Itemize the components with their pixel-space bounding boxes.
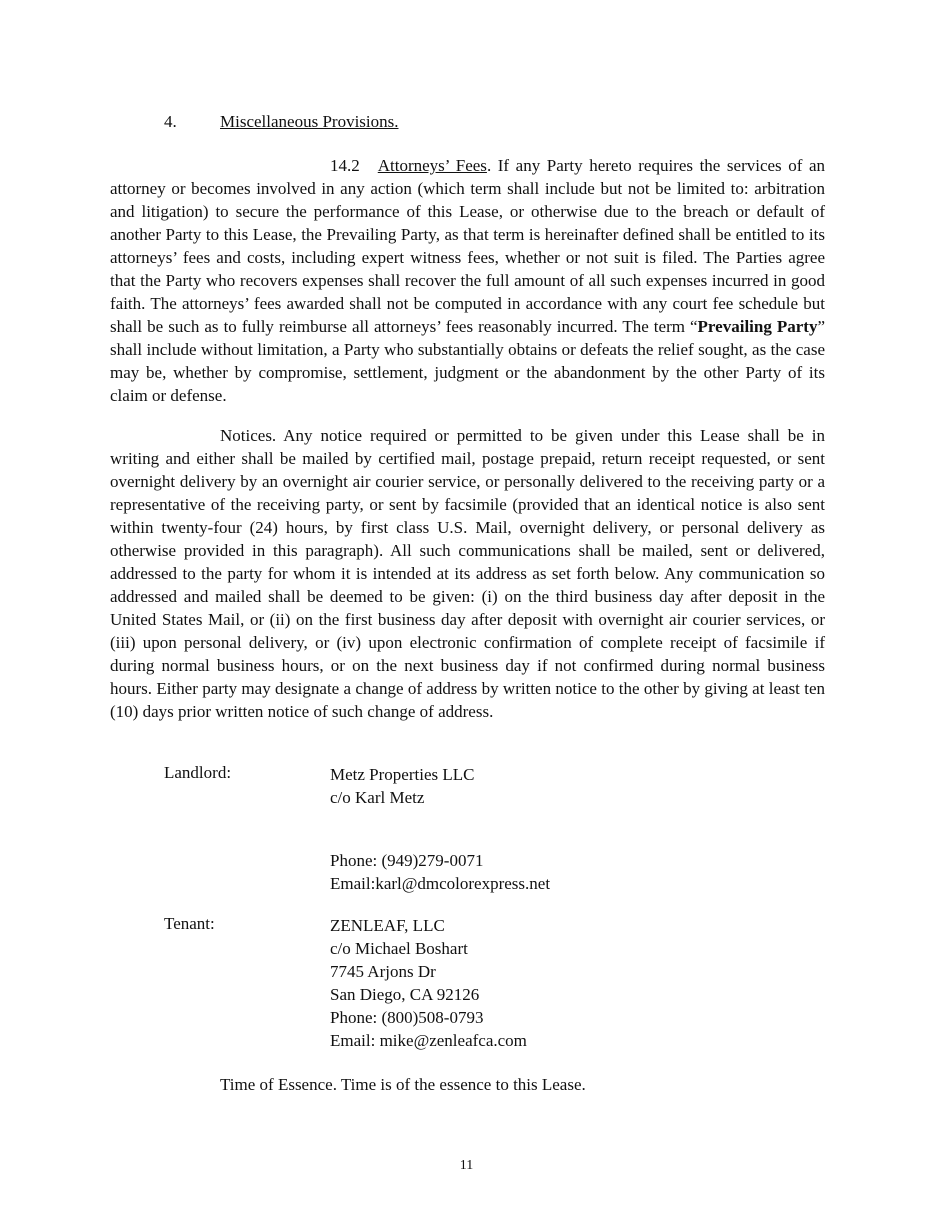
landlord-contact-block (330, 849, 550, 895)
subsection-number: 14.2 (330, 156, 360, 175)
prevailing-party-term: Prevailing Party (697, 317, 818, 336)
section-number: 4. (164, 112, 177, 131)
landlord-email: Email:karl@dmcolorexpress.net (330, 874, 551, 893)
landlord-label: Landlord: (164, 763, 232, 782)
page-number: 11 (459, 1158, 474, 1173)
section-title: Miscellaneous Provisions. (220, 112, 399, 131)
tenant-email: Email: mike@zenleafca.com (330, 1031, 527, 1050)
landlord-phone: Phone: (949)279-0071 (330, 851, 484, 870)
time-of-essence-clause: Time of Essence. Time is of the essence to this Lease. (220, 1075, 586, 1094)
section-heading (164, 112, 399, 132)
landlord-attention: c/o Karl Metz (330, 788, 425, 807)
landlord-name: Metz Properties LLC (330, 765, 475, 784)
tenant-street: 7745 Arjons Dr (330, 962, 436, 981)
landlord-address-block (330, 763, 474, 809)
subsection-title: Attorneys’ Fees (377, 156, 487, 175)
attorneys-fees-paragraph (110, 154, 825, 407)
attorneys-fees-text-b: ” shall include without limitation, a Party who substantially obtains or defeats the relief sought, as the case may be, whether by compromise, settlement, judgment or the abandonment by the other Party of its claim or defense. (110, 317, 826, 405)
tenant-phone: Phone: (800)508-0793 (330, 1008, 484, 1027)
tenant-attention: c/o Michael Boshart (330, 939, 468, 958)
tenant-city: San Diego, CA 92126 (330, 985, 480, 1004)
tenant-address-block (330, 914, 527, 1052)
attorneys-fees-text-a: . If any Party hereto requires the services of an attorney or becomes involved in any action (which term shall include but not be limited to: arbitration and litigation) to secure the performance of this Lease, or otherwise due to the breach or default of another Party to this Lease, the Prevailing Party, as that term is hereinafter defined shall be entitled to its attorneys’ fees and costs, including expert witness fees, whether or not suit is filed. The Parties agree that the Party who recovers expenses shall recover the full amount of all such expenses incurred in good faith. The attorneys’ fees awarded shall not be computed in accordance with any court fee schedule but shall be such as to fully reimburse all attorneys’ fees reasonably incurred. The term “ (110, 156, 825, 336)
tenant-name: ZENLEAF, LLC (330, 916, 445, 935)
tenant-label: Tenant: (164, 914, 215, 933)
notices-paragraph: Notices. Any notice required or permitted to be given under this Lease shall be in writing and either shall be mailed by certified mail, postage prepaid, return receipt requested, or sent overnight delivery by an overnight air courier service, or personally delivered to the receiving party or a representative of the receiving party, or sent by facsimile (provided that an identical notice is also sent within twenty-four (24) hours, by first class U.S. Mail, overnight delivery, or personal delivery as otherwise provided in this paragraph). All such communications shall be mailed, sent or delivered, addressed to the party for whom it is intended at its address as set forth below. Any communication so addressed and mailed shall be deemed to be given: (i) on the third business day after deposit in the United States Mail, or (ii) on the first business day after deposit with overnight air courier services, or (iii) upon personal delivery, or (iv) upon electronic confirmation of complete receipt of facsimile if during normal business hours, or on the next business day if not confirmed during normal business hours. Either party may designate a change of address by written notice to the other by giving at least ten (10) days prior written notice of such change of address. (110, 426, 825, 721)
